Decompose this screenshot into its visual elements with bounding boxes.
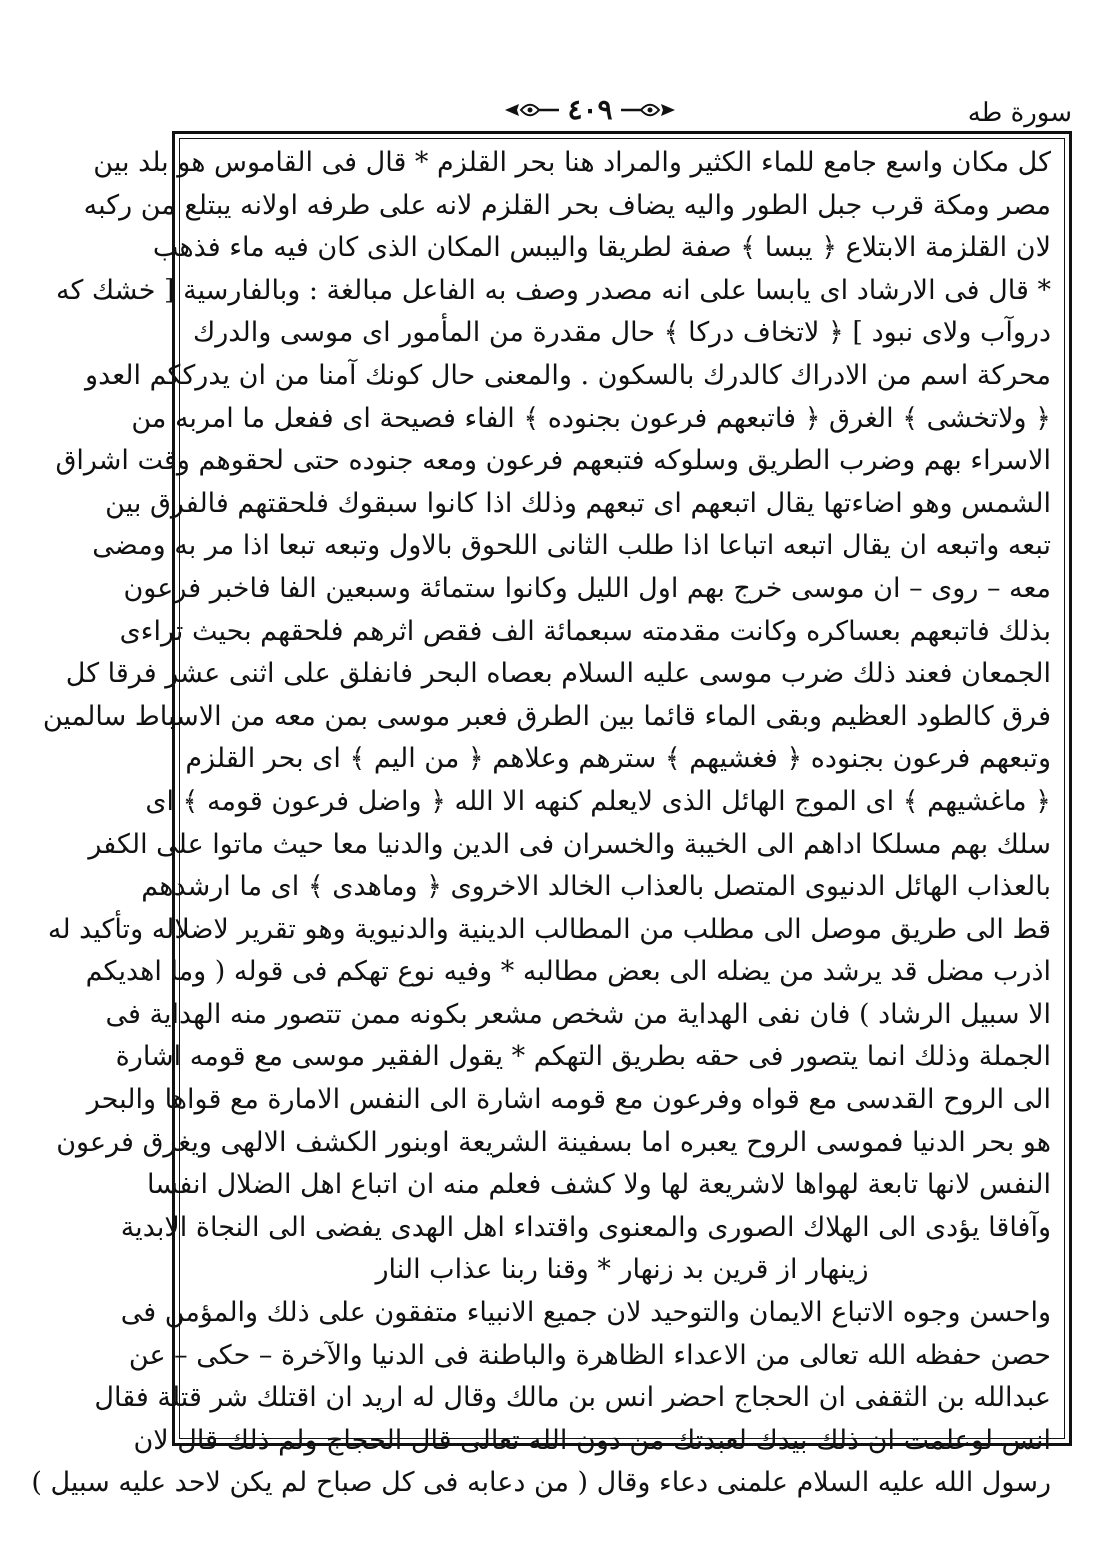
page-header [172, 92, 1072, 132]
text-line: بالعذاب الهائل الدنيوى المتصل بالعذاب الخالد الاخروى ﴿ وماهدى ﴾ اى ما ارشدهم [141, 871, 1051, 903]
text-line: فرق كالطود العظيم وبقى الماء قائما بين الطرق فعبر موسى بمن معه من الاسباط سالمين [42, 700, 1051, 732]
text-line: قط الى طريق موصل الى مطلب من المطالب الدينية والدنيوية وهو تقرير لاضلاله وتأكيد له [47, 913, 1051, 945]
text-line: الى الروح القدسى مع قواه وفرعون مع قومه اشارة الى النفس الامارة مع قواها والبحر [86, 1084, 1051, 1116]
text-line: دروآب ولاى نبود ] ﴿ لاتخاف دركا ﴾ حال مقدرة من المأمور اى موسى والدرك [193, 317, 1051, 349]
text-line: الاسراء بهم وضرب الطريق وسلوكه فتبعهم فرعون ومعه جنوده حتى لحقوهم وقت اشراق [55, 445, 1051, 477]
verse-line: زينهار از قرين بد زنهار * وقنا ربنا عذاب النار [375, 1254, 869, 1286]
text-line: * قال فى الارشاد اى يابسا على انه مصدر وصف به الفاعل مبالغة : وبالفارسية [ خشك كه [55, 274, 1051, 306]
left-ornament-icon [503, 101, 561, 119]
text-line: بذلك فاتبعهم بعساكره وكانت مقدمته سبعمائة الف فقص اثرهم فلحقهم بحيث تراءى [119, 615, 1051, 647]
page-number-block [490, 94, 690, 126]
text-line: معه – روى – ان موسى خرج بهم اول الليل وكانوا ستمائة وسبعين الفا فاخبر فرعون [123, 572, 1051, 604]
text-line: وآفاقا يؤدى الى الهلاك الصورى والمعنوى واقتداء اهل الهدى يفضى الى النجاة الابدية [120, 1211, 1051, 1243]
text-line: تبعه واتبعه ان يقال اتبعه اتباعا اذا طلب الثانى اللحوق بالاول وتبعه تبعا اذا مر به ومضى [92, 530, 1051, 562]
text-line: هو بحر الدنيا فموسى الروح يعبره اما بسفينة الشريعة اوبنور الكشف الالهى ويغرق فرعون [56, 1126, 1051, 1158]
text-line: سلك بهم مسلكا اداهم الى الخيبة والخسران فى الدين والدنيا معا حيث ماتوا على الكفر [88, 828, 1051, 860]
text-line: ﴿ ولاتخشى ﴾ الغرق ﴿ فاتبعهم فرعون بجنوده ﴾ الفاء فصيحة اى ففعل ما امربه من [131, 402, 1051, 434]
text-line: عبدالله بن الثقفى ان الحجاج احضر انس بن مالك وقال له اريد ان اقتلك شر قتلة فقال [94, 1382, 1051, 1414]
page-number: ٤٠٩ [567, 93, 613, 126]
text-line: انس لوعلمت ان ذلك بيدك لعبدتك من دون الله تعالى قال الحجاج ولم ذلك قال لان [133, 1424, 1051, 1456]
right-ornament-icon [619, 101, 677, 119]
body-text [31, 142, 1051, 1499]
text-frame [31, 131, 1072, 1499]
text-line: الشمس وهو اضاءتها يقال اتبعهم اى تبعهم وذلك اذا كانوا سبقوك فلحقتهم فالفرق بين [105, 487, 1051, 519]
text-line: النفس لانها تابعة لهواها لاشريعة لها ولا كشف فعلم منه ان اتباع اهل الضلال انفسا [147, 1169, 1051, 1201]
text-line: مصر ومكة قرب جبل الطور واليه يضاف بحر القلزم لانه على طرفه اولانه يبتلع من ركبه [83, 189, 1051, 221]
text-line: رسول الله عليه السلام علمنى دعاء وقال ( من دعابه فى كل صباح لم يكن لاحد عليه سبيل ) [31, 1467, 1051, 1499]
text-line: حصن حفظه الله تعالى من الاعداء الظاهرة والباطنة فى الدنيا والآخرة – حكى – عن [128, 1339, 1051, 1371]
text-line: وتبعهم فرعون بجنوده ﴿ فغشيهم ﴾ سترهم وعلاهم ﴿ من اليم ﴾ اى بحر القلزم [185, 743, 1051, 775]
text-line: واحسن وجوه الاتباع الايمان والتوحيد لان جميع الانبياء متفقون على ذلك والمؤمن فى [120, 1297, 1051, 1329]
text-line: الا سبيل الرشاد ) فان نفى الهداية من شخص مشعر بكونه ممن تتصور منه الهداية فى [105, 998, 1051, 1030]
text-line: الجمعان فعند ذلك ضرب موسى عليه السلام بعصاه البحر فانفلق على اثنى عشر فرقا كل [65, 658, 1051, 690]
surah-title: سورة طه [967, 98, 1072, 128]
text-line: محركة اسم من الادراك كالدرك بالسكون . والمعنى حال كونك آمنا من ان يدرككم العدو [85, 359, 1051, 391]
text-line: لان القلزمة الابتلاع ﴿ يبسا ﴾ صفة لطريقا واليبس المكان الذى كان فيه ماء فذهب [152, 232, 1051, 264]
text-line: ﴿ ماغشيهم ﴾ اى الموج الهائل الذى لايعلم كنهه الا الله ﴿ واضل فرعون قومه ﴾ اى [145, 785, 1051, 817]
text-line: كل مكان واسع جامع للماء الكثير والمراد هنا بحر القلزم * قال فى القاموس هو بلد بين [93, 147, 1051, 178]
text-line: الجملة وذلك انما يتصور فى حقه بطريق التهكم * يقول الفقير موسى مع قومه اشارة [115, 1041, 1051, 1073]
text-line: اذرب مضل قد يرشد من يضله الى بعض مطالبه * وفيه نوع تهكم فى قوله ( وما اهديكم [85, 956, 1051, 988]
